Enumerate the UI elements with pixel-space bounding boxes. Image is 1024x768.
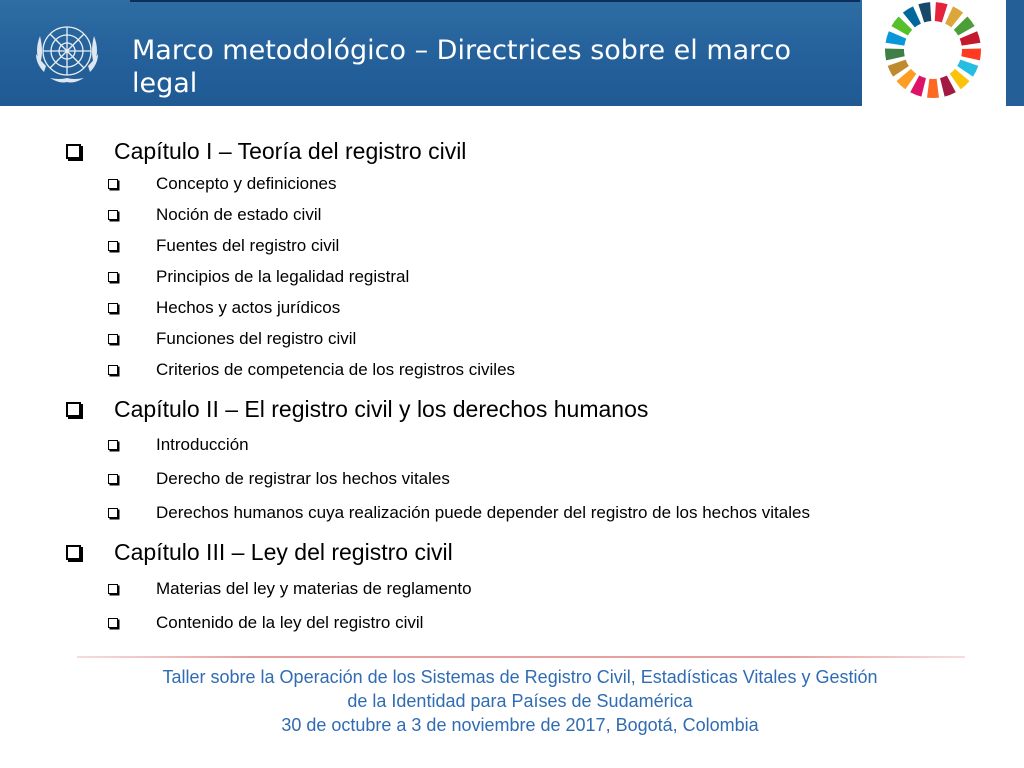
list-item [108, 298, 340, 318]
un-emblem-icon [30, 14, 104, 88]
sdg-wheel-segment [935, 2, 948, 22]
checkbox-bullet-icon [108, 272, 118, 282]
list-item [108, 205, 321, 225]
chapter-3-heading [66, 539, 453, 566]
header-right-strip [1006, 0, 1024, 106]
list-item [108, 329, 356, 349]
checkbox-bullet-icon [108, 508, 118, 518]
header-top-line [130, 0, 860, 2]
sdg-wheel-segment [927, 79, 939, 98]
list-item [108, 236, 339, 256]
list-item-text: Principios de la legalidad registral [156, 267, 410, 286]
list-item [108, 360, 515, 380]
checkbox-bullet-icon [66, 144, 81, 159]
list-item-text: Criterios de competencia de los registros civiles [156, 360, 516, 379]
list-item [108, 469, 450, 489]
chapter-2-title: Capítulo II – El registro civil y los derechos humanos [114, 396, 649, 422]
list-item-text: Hechos y actos jurídicos [156, 298, 341, 317]
checkbox-bullet-icon [66, 545, 81, 560]
list-item-text: Noción de estado civil [156, 205, 322, 224]
sdg-wheel-icon [876, 0, 990, 106]
chapter-3-title: Capítulo III – Ley del registro civil [114, 539, 453, 565]
chapter-1-heading [66, 138, 466, 165]
chapter-1-title: Capítulo I – Teoría del registro civil [114, 138, 467, 164]
slide-header [0, 0, 1024, 106]
list-item [108, 503, 810, 523]
list-item [108, 435, 249, 455]
checkbox-bullet-icon [108, 334, 118, 344]
sdg-wheel-segment [960, 31, 981, 45]
footer-line-3: 30 de octubre a 3 de noviembre de 2017, Bogotá, Colombia [281, 715, 759, 735]
checkbox-bullet-icon [108, 618, 118, 628]
checkbox-bullet-icon [108, 210, 118, 220]
list-item-text: Derechos humanos cuya realización puede depender del registro de los hechos vitales [156, 503, 810, 522]
checkbox-bullet-icon [108, 241, 118, 251]
list-item-text: Fuentes del registro civil [156, 236, 340, 255]
list-item-text: Introducción [156, 435, 249, 454]
list-item-text: Derecho de registrar los hechos vitales [156, 469, 450, 488]
list-item [108, 579, 472, 599]
checkbox-bullet-icon [108, 365, 118, 375]
checkbox-bullet-icon [108, 440, 118, 450]
slide-footer [70, 665, 970, 737]
list-item-text: Funciones del registro civil [156, 329, 357, 348]
sdg-wheel-segment [961, 48, 981, 60]
sdg-wheel-segment [886, 31, 907, 45]
list-item [108, 613, 423, 633]
checkbox-bullet-icon [108, 584, 118, 594]
sdg-wheel-segment [918, 2, 931, 22]
footer-line-1: Taller sobre la Operación de los Sistemas de Registro Civil, Estadísticas Vitales y Gestión [162, 667, 878, 687]
slide-title: Marco metodológico – Directrices sobre el marco legal [132, 35, 792, 99]
checkbox-bullet-icon [108, 303, 118, 313]
checkbox-bullet-icon [108, 179, 118, 189]
chapter-2-heading [66, 396, 648, 423]
list-item-text: Contenido de la ley del registro civil [156, 613, 424, 632]
footer-divider [77, 656, 965, 658]
sdg-logo-box [862, 0, 1006, 106]
list-item-text: Concepto y definiciones [156, 174, 337, 193]
list-item-text: Materias del ley y materias de reglamento [156, 579, 472, 598]
checkbox-bullet-icon [66, 402, 81, 417]
list-item [108, 267, 409, 287]
footer-line-2: de la Identidad para Países de Sudamérica [347, 691, 693, 711]
checkbox-bullet-icon [108, 474, 118, 484]
sdg-wheel-segment [885, 48, 905, 60]
list-item [108, 174, 337, 194]
